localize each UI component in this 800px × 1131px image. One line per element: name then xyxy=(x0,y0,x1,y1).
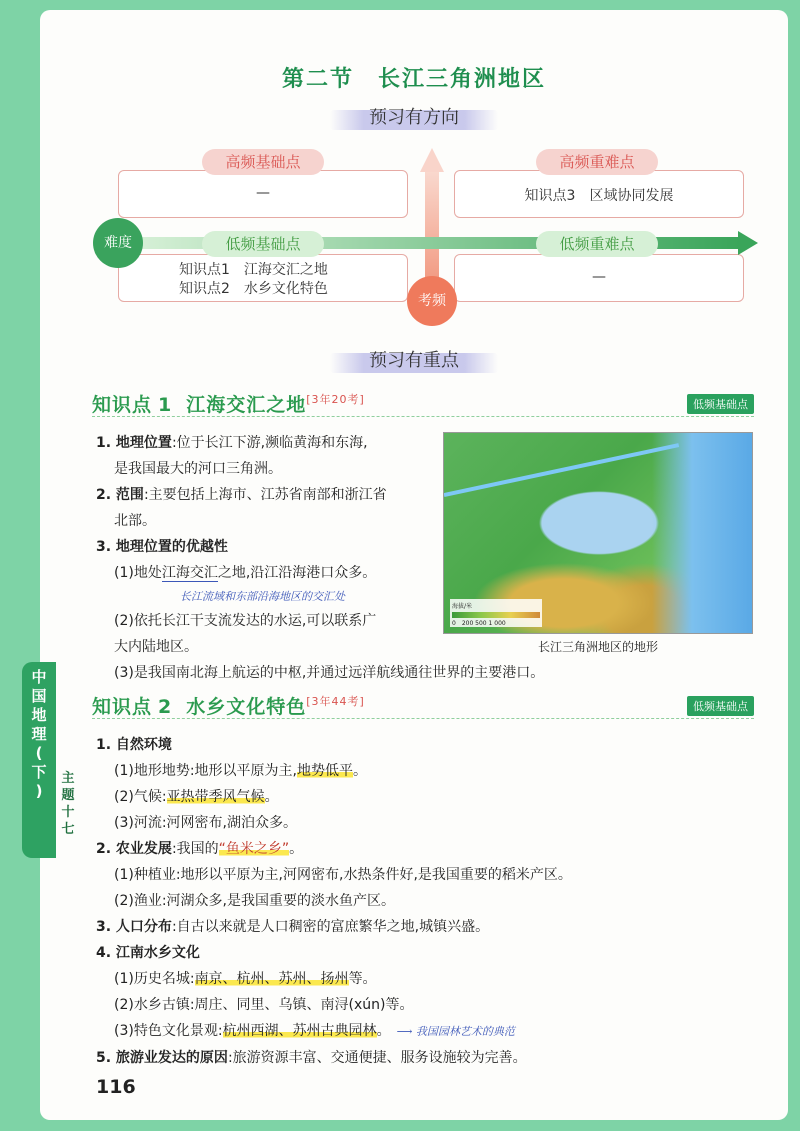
map-legend xyxy=(450,599,542,627)
high-basic-tag: 高频基础点 xyxy=(202,149,324,175)
kp2-s2-c: 。 xyxy=(289,841,304,857)
frequency-label: 考频 xyxy=(407,276,457,326)
kp1-p2-text: :主要包括上海市、江苏省南部和浙江省 xyxy=(143,487,387,503)
kp1-label: 知识点 xyxy=(92,394,153,416)
side-tab-char: 下 xyxy=(31,763,47,781)
kp1-p1-text: :位于长江下游,濒临黄海和东海, xyxy=(171,435,368,451)
kp2-note-arrow: ⟶ xyxy=(396,1025,416,1038)
kp2-s1-2b: 亚热带季风气候 xyxy=(166,789,265,805)
side-tab-char: 中 xyxy=(31,668,47,686)
kp2-title xyxy=(92,692,365,719)
side-tab-sub-char: 七 xyxy=(61,822,75,837)
kp2-number: 2 xyxy=(158,696,173,718)
kp2-s4-1b: 南京、杭州、苏州、扬州 xyxy=(194,971,349,987)
kp1-badge: 低频基础点 xyxy=(687,394,754,414)
kp2-s1-head: 1. 自然环境 xyxy=(96,737,172,753)
high-difficult-tag: 高频重难点 xyxy=(536,149,658,175)
side-tab-sub-char: 题 xyxy=(61,788,75,803)
kp2-s5 xyxy=(96,1045,756,1071)
low-basic-item-1: 知识点1 江海交汇之地 xyxy=(179,262,328,278)
side-tab-char: 国 xyxy=(31,687,47,705)
kp2-s2-2: (2)渔业:河湖众多,是我国重要的淡水鱼产区。 xyxy=(114,893,395,909)
kp2-s2-a: :我国的 xyxy=(171,841,219,857)
low-difficult-box xyxy=(454,254,744,302)
high-difficult-box xyxy=(454,170,744,218)
side-tab xyxy=(22,662,56,858)
kp2-s4 xyxy=(96,940,756,966)
map-river xyxy=(444,443,680,497)
section-prefix: 第二节 xyxy=(281,66,354,92)
frequency-axis-arrowhead xyxy=(420,148,444,172)
kp2-badge: 低频基础点 xyxy=(687,696,754,716)
kp2-label: 知识点 xyxy=(92,696,153,718)
side-tab-sub-char: 主 xyxy=(61,771,75,786)
kp2-s2 xyxy=(96,836,756,862)
kp2-s4-3b: 杭州西湖、苏州古典园林 xyxy=(222,1023,377,1039)
page-number: 116 xyxy=(96,1076,136,1098)
kp2-s2-head: 2. 农业发展 xyxy=(96,841,172,857)
section-name: 长江三角洲地区 xyxy=(378,66,547,92)
kp2-s4-1 xyxy=(96,966,756,992)
kp2-s1-2a: (2)气候: xyxy=(114,789,167,805)
kp2-s1-1b: 地势低平 xyxy=(297,763,353,779)
kp2-s4-1a: (1)历史名城: xyxy=(114,971,195,987)
kp1-p2-text2: 北部。 xyxy=(114,513,156,529)
kp1-number: 1 xyxy=(158,394,173,416)
kp2-s4-3c: 。 xyxy=(376,1023,391,1039)
kp1-p3-1b: 江海交汇 xyxy=(161,565,218,581)
side-tab-char: 地 xyxy=(31,706,47,724)
kp2-s1-3: (3)河流:河网密布,湖泊众多。 xyxy=(114,815,297,831)
kp1-stat: [3年20考] xyxy=(306,393,365,406)
side-tab-main xyxy=(22,668,56,801)
preview-focus-banner: 预习有重点 xyxy=(340,347,488,375)
kp1-p3-2b: 大内陆地区。 xyxy=(114,639,198,655)
kp2-s3 xyxy=(96,914,756,940)
kp2-s1-2c: 。 xyxy=(264,789,279,805)
high-basic-box xyxy=(118,170,408,218)
kp2-s3-text: :自古以来就是人口稠密的富庶繁华之地,城镇兴盛。 xyxy=(171,919,490,935)
kp2-s1-1a: (1)地形地势:地形以平原为主, xyxy=(114,763,297,779)
preview-direction-banner: 预习有方向 xyxy=(340,104,488,132)
kp1-point3-3: (3)是我国南北海上航运的中枢,并通过远洋航线通往世界的主要港口。 xyxy=(114,665,545,681)
kp1-point3-2 xyxy=(114,608,444,660)
difficulty-label: 难度 xyxy=(93,218,143,268)
difficulty-axis-arrowhead xyxy=(738,231,758,255)
low-basic-box xyxy=(118,254,408,302)
map-caption: 长江三角洲地区的地形 xyxy=(537,640,658,654)
kp1-divider xyxy=(92,416,754,417)
kp2-s1-1c: 。 xyxy=(353,763,367,779)
map-legend-ticks: 0 200 500 1 000 xyxy=(452,620,506,627)
kp2-s3-head: 3. 人口分布 xyxy=(96,919,172,935)
kp1-p3-head: 3. 地理位置的优越性 xyxy=(96,539,228,555)
map-sea xyxy=(652,433,752,634)
kp2-s2-1: (1)种植业:地形以平原为主,河网密布,水热条件好,是我国重要的稻米产区。 xyxy=(114,867,572,883)
side-tab-char: ( xyxy=(35,744,43,762)
side-tab-char: 理 xyxy=(31,725,47,743)
kp1-p3-1a: (1)地处 xyxy=(114,565,162,581)
side-tab-sub-container xyxy=(56,770,80,860)
kp2-s1-1 xyxy=(96,758,756,784)
kp1-p1-head: 1. 地理位置 xyxy=(96,435,172,451)
kp2-s4-3 xyxy=(96,1018,756,1045)
kp2-divider xyxy=(92,718,754,719)
map-legend-title: 海拔/米 xyxy=(452,603,473,610)
kp2-stat: [3年44考] xyxy=(306,695,365,708)
kp1-p2-head: 2. 范围 xyxy=(96,487,144,503)
kp2-name: 水乡文化特色 xyxy=(186,696,307,718)
kp2-s5-text: :旅游资源丰富、交通便捷、服务设施较为完善。 xyxy=(227,1050,527,1066)
low-basic-item-2: 知识点2 水乡文化特色 xyxy=(179,281,328,297)
kp1-handwritten-note: 长江流域和东部沿海地区的交汇处 xyxy=(180,590,345,603)
kp1-title xyxy=(92,390,365,417)
kp2-header xyxy=(92,692,754,720)
kp2-s4-1c: 等。 xyxy=(348,971,377,987)
low-difficult-tag: 低频重难点 xyxy=(536,231,658,257)
kp1-p3-2a: (2)依托长江干支流发达的水运,可以联系广 xyxy=(114,613,377,629)
kp2-s1-2 xyxy=(96,784,756,810)
kp2-s2-b: “鱼米之乡” xyxy=(218,841,290,857)
kp1-point2 xyxy=(96,482,436,534)
kp1-point3-1 xyxy=(114,560,444,586)
low-difficult-content: — xyxy=(592,269,606,285)
high-basic-content: — xyxy=(256,185,270,201)
kp1-header xyxy=(92,390,754,418)
kp1-name: 江海交汇之地 xyxy=(186,394,307,416)
kp2-s4-2: (2)水乡古镇:周庄、同里、乌镇、南浔(xún)等。 xyxy=(114,997,414,1013)
kp2-handwritten-note: 我国园林艺术的典范 xyxy=(415,1025,515,1038)
yangtze-delta-terrain-map xyxy=(443,432,753,634)
kp2-s4-head: 4. 江南水乡文化 xyxy=(96,945,200,961)
high-difficult-content: 知识点3 区域协同发展 xyxy=(524,188,674,204)
kp1-point3 xyxy=(96,534,436,560)
kp1-p1-text2: 是我国最大的河口三角洲。 xyxy=(114,461,282,477)
page xyxy=(40,10,788,1120)
kp2-s4-3a: (3)特色文化景观: xyxy=(114,1023,223,1039)
side-tab-char: ) xyxy=(35,782,43,800)
section-title xyxy=(40,62,788,93)
side-tab-sub-char: 十 xyxy=(61,805,75,820)
kp1-point1 xyxy=(96,430,436,482)
kp2-body xyxy=(96,732,756,1071)
side-tab-sub xyxy=(56,770,80,838)
kp1-p3-1c: 之地,沿江沿海港口众多。 xyxy=(217,565,377,581)
kp2-s5-head: 5. 旅游业发达的原因 xyxy=(96,1050,228,1066)
low-basic-list xyxy=(179,261,328,299)
low-basic-tag: 低频基础点 xyxy=(202,231,324,257)
